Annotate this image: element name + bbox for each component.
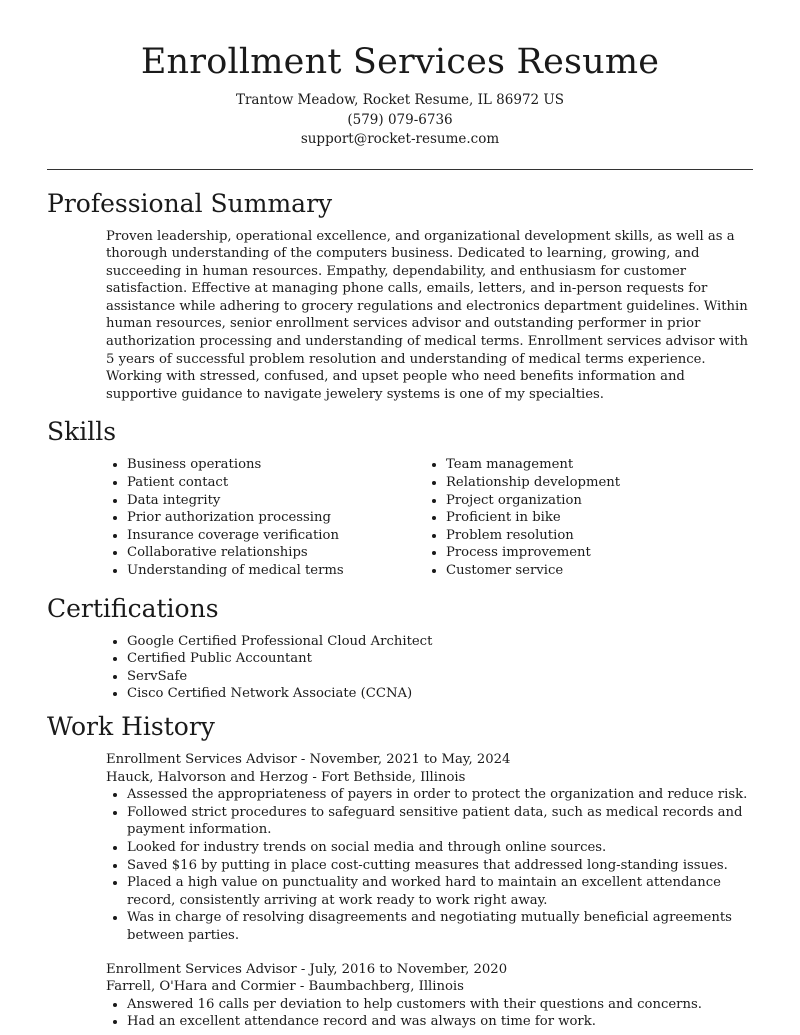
resume-title: Enrollment Services Resume [140, 42, 660, 82]
work-history-heading: Work History [47, 711, 215, 741]
skills-heading: Skills [47, 417, 117, 447]
skill-item: • Prior authorization processing [127, 509, 425, 527]
contact-block [0, 91, 800, 150]
skill-item: • Project organization [446, 492, 744, 510]
skill-item: • Business operations [127, 456, 425, 474]
skill-item: • Problem resolution [446, 527, 744, 545]
certifications-list [106, 633, 753, 703]
work-history-section [0, 711, 800, 1031]
job-bullet: • Placed a high value on punctuality and worked hard to maintain an excellent attendance record, consistently arriving at work ready to work right away. [127, 874, 753, 909]
skill-item: • Team management [446, 456, 744, 474]
job-bullets [106, 786, 753, 944]
contact-phone: (579) 079-6736 [347, 111, 453, 128]
job-entry [106, 751, 753, 945]
job-bullet: • Followed strict procedures to safeguard sensitive patient data, such as medical records and payment information. [127, 804, 753, 839]
job-bullet: • Was in charge of resolving disagreements and negotiating mutually beneficial agreements between parties. [127, 909, 753, 944]
job-company-line: Farrell, O'Hara and Cormier - Baumbachberg, Illinois [106, 979, 464, 995]
resume-header [0, 0, 800, 150]
job-bullet: • Saved $16 by putting in place cost-cutting measures that addressed long-standing issues. [127, 857, 753, 875]
job-bullet: • Looked for industry trends on social media and through online sources. [127, 839, 753, 857]
skill-item: • Collaborative relationships [127, 544, 425, 562]
skill-item: • Proficient in bike [446, 509, 744, 527]
skills-column-right [425, 456, 744, 579]
job-bullet: • Had an excellent attendance record and was always on time for work. [127, 1013, 753, 1031]
skill-item: • Customer service [446, 562, 744, 580]
contact-email: support@rocket-resume.com [300, 131, 500, 147]
contact-address: Trantow Meadow, Rocket Resume, IL 86972 US [235, 92, 565, 108]
job-entry [106, 961, 753, 1031]
skill-item: • Process improvement [446, 544, 744, 562]
job-title-line: Enrollment Services Advisor - November, 2021 to May, 2024 [106, 751, 511, 767]
certification-item: • Certified Public Accountant [127, 650, 753, 668]
skill-item: • Patient contact [127, 474, 425, 492]
summary-section [0, 188, 800, 404]
skill-item: • Understanding of medical terms [127, 562, 425, 580]
summary-heading: Professional Summary [47, 188, 333, 218]
job-bullets [106, 996, 753, 1031]
summary-text: Proven leadership, operational excellence, and organizational development skills, as well as a thorough understanding of the computers business. Dedicated to learning, growing, and succeeding in human resources. Empathy, dependability, and enthusiasm for customer satisfaction. Effective at managing phone calls, emails, letters, and in-person requests for assistance while adhering to grocery regulations and electronics department guidelines. Within human resources, senior enrollment services advisor and outstanding performer in prior authorization processing and understanding of medical terms. Enrollment services advisor with 5 years of successful problem resolution and understanding of medical terms experience. Working with stressed, confused, and upset people who need benefits information and supportive guidance to navigate jewelery systems is one of my specialties. [106, 228, 749, 402]
certification-item: • Google Certified Professional Cloud Architect [127, 633, 753, 651]
skill-item: • Insurance coverage verification [127, 527, 425, 545]
job-company-line: Hauck, Halvorson and Herzog - Fort Bethside, Illinois [106, 769, 466, 785]
job-title-line: Enrollment Services Advisor - July, 2016 to November, 2020 [106, 961, 508, 977]
skills-section [0, 416, 800, 579]
skill-item: • Relationship development [446, 474, 744, 492]
skill-item: • Data integrity [127, 492, 425, 510]
skills-column-left [106, 456, 425, 579]
skills-grid [106, 456, 753, 579]
job-bullet: • Assessed the appropriateness of payers in order to protect the organization and reduce risk. [127, 786, 753, 804]
certification-item: • ServSafe [127, 668, 753, 686]
certifications-section [0, 593, 800, 703]
certifications-heading: Certifications [47, 593, 219, 623]
certification-item: • Cisco Certified Network Associate (CCNA) [127, 685, 753, 703]
header-divider [47, 169, 753, 170]
job-bullet: • Answered 16 calls per deviation to help customers with their questions and concerns. [127, 996, 753, 1014]
